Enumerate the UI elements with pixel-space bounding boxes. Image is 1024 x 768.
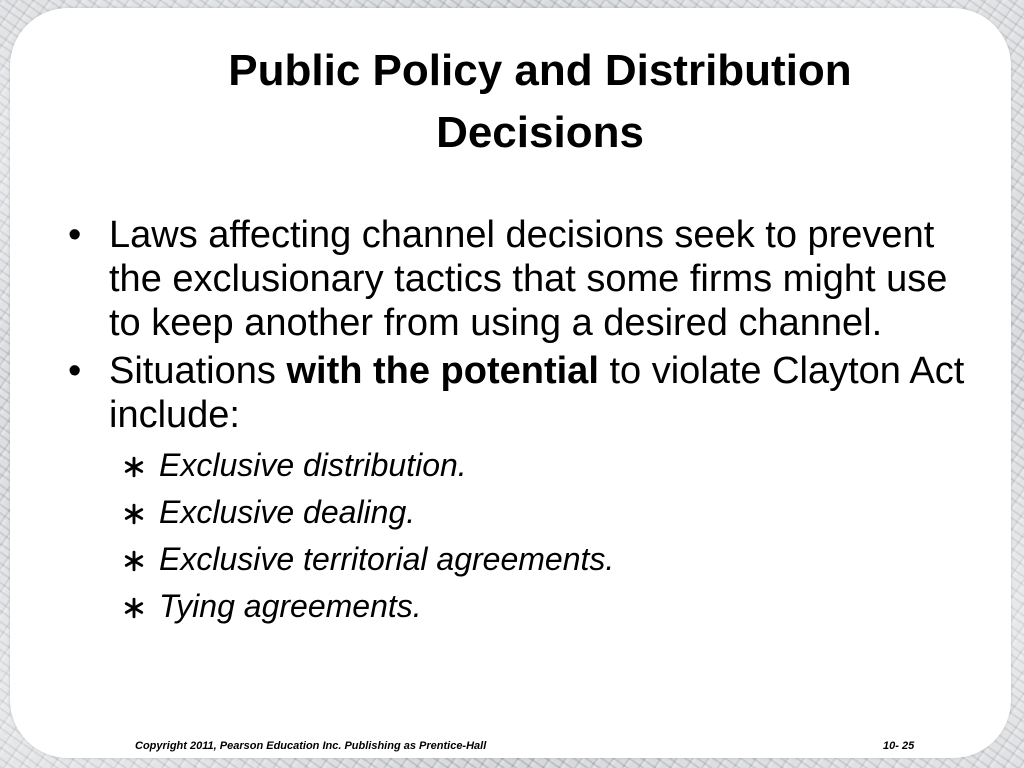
sub-item-label: Exclusive distribution. xyxy=(159,447,467,483)
bullet-dot-icon: • xyxy=(68,214,82,256)
footer-copyright: Copyright 2011, Pearson Education Inc. Publishing as Prentice-Hall xyxy=(135,740,487,752)
slide-title xyxy=(40,40,1024,164)
bullet-text-after: to violate Clayton Act include: xyxy=(109,350,965,436)
bullet-item-laws xyxy=(68,213,988,345)
sub-bullet-list xyxy=(109,442,988,630)
sub-item-label: Exclusive dealing. xyxy=(159,494,416,530)
bullet-text-bold: with the potential xyxy=(286,350,599,392)
bullet-text-before: Situations xyxy=(109,350,287,392)
sub-item-label: Tying agreements. xyxy=(159,588,422,624)
asterisk-icon xyxy=(123,503,145,525)
sub-item-tying-agreements xyxy=(123,583,988,630)
sub-item-label: Exclusive territorial agreements. xyxy=(159,541,615,577)
sub-item-exclusive-dealing xyxy=(123,489,988,536)
asterisk-icon xyxy=(123,456,145,478)
sub-item-exclusive-territorial-agreements xyxy=(123,536,988,583)
bullet-dot-icon: • xyxy=(68,350,82,392)
asterisk-icon xyxy=(123,550,145,572)
bullet-item-situations xyxy=(68,349,988,630)
asterisk-icon xyxy=(123,597,145,619)
footer-page-number: 10- 25 xyxy=(883,740,915,752)
bullet-list xyxy=(68,213,988,634)
slide-title-line-1: Public Policy and Distribution xyxy=(228,46,852,95)
slide-title-line-2: Decisions xyxy=(436,108,644,157)
sub-item-exclusive-distribution xyxy=(123,442,988,489)
bullet-text: Laws affecting channel decisions seek to prevent the exclusionary tactics that some firms might use to keep another from using a desired channel. xyxy=(109,214,948,344)
